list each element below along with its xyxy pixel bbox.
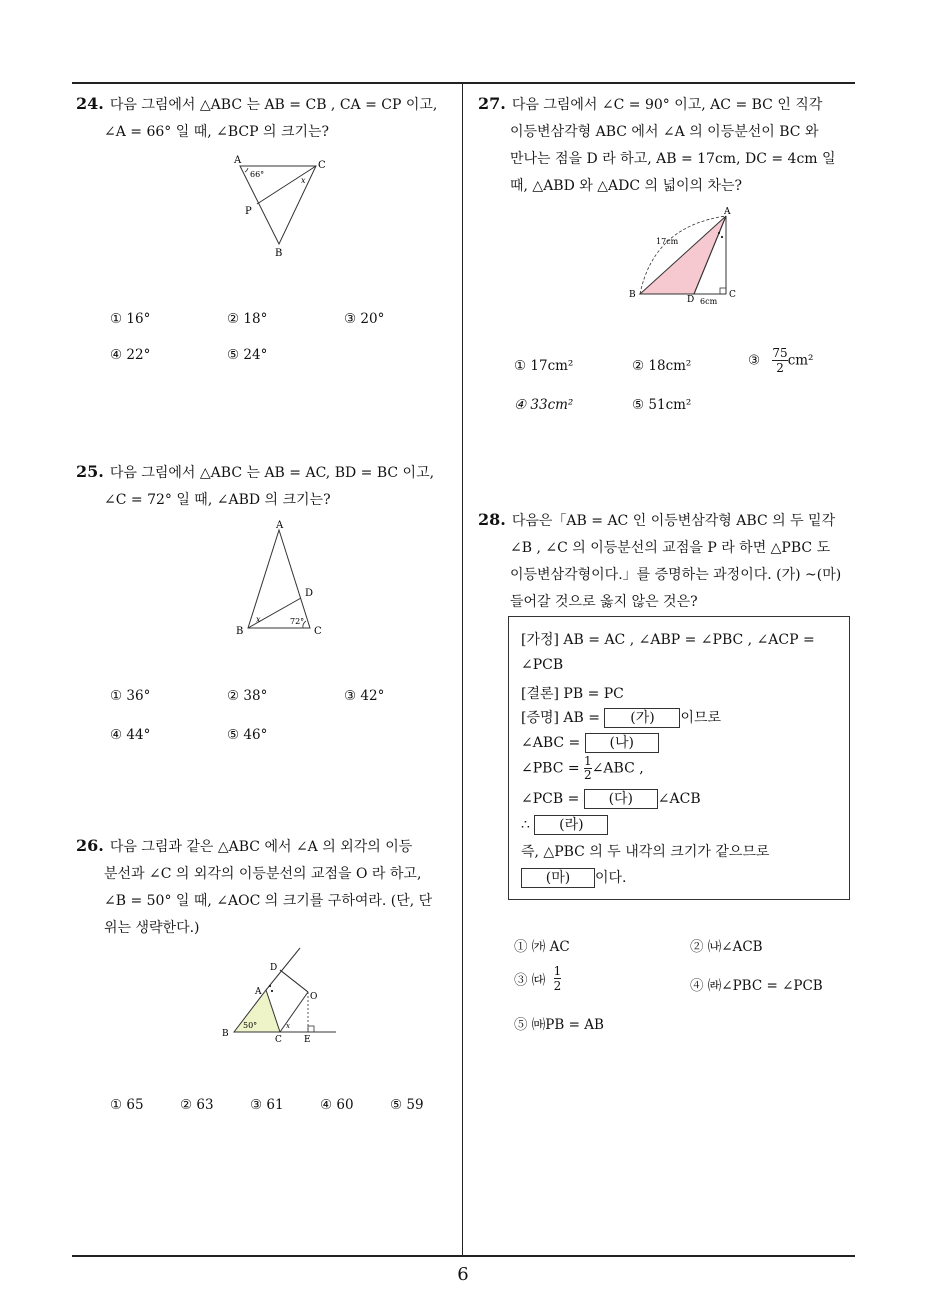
figure-q25 <box>230 518 330 640</box>
question-text: 다음 그림에서 △ABC 는 AB = AC, BD = BC 이고, <box>109 465 435 481</box>
option[interactable]: ② 18° <box>227 311 268 327</box>
proof-text: ∠ACB <box>657 791 701 807</box>
question-text: ∠C = 72° 일 때, ∠ABD 의 크기는? <box>104 492 331 508</box>
blank-ga: (가) <box>604 708 680 728</box>
option-2[interactable]: ② ㈏∠ACB <box>690 939 763 955</box>
len-dc-label: 6cm <box>700 297 718 306</box>
proof-box <box>508 616 850 900</box>
angle-label: 66° <box>250 170 265 179</box>
label-B: B <box>222 1029 229 1039</box>
label-C: C <box>318 160 326 171</box>
question-text: 이등변삼각형이다.」를 증명하는 과정이다. (가) ~(마) <box>510 567 842 583</box>
option[interactable]: ③ 20° <box>344 311 385 327</box>
option[interactable]: ④ 60 <box>320 1097 354 1113</box>
proof-text: ∠ABC = <box>521 735 581 751</box>
label-D: D <box>687 295 695 305</box>
proof-line: 즉, △PBC 의 두 내각의 크기가 같으므로 <box>521 844 770 860</box>
label-O: O <box>310 992 318 1002</box>
question-27 <box>478 90 862 200</box>
page-number: 6 <box>457 1264 469 1285</box>
x-label: x <box>301 176 306 185</box>
proof-text: ∠PBC = <box>521 760 580 777</box>
figure-q26 <box>220 944 342 1046</box>
option[interactable]: ③ 61 <box>250 1097 284 1113</box>
option[interactable]: ② 38° <box>227 688 268 704</box>
option-4[interactable]: ④ ㈑∠PBC = ∠PCB <box>690 978 823 994</box>
label-A: A <box>724 207 731 217</box>
option[interactable]: ② 63 <box>180 1097 214 1113</box>
proof-line <box>521 789 701 809</box>
proof-text: [증명] AB = <box>521 710 601 726</box>
label-D: D <box>305 588 314 599</box>
proof-line <box>521 755 644 782</box>
question-25 <box>76 458 456 514</box>
bottom-rule <box>72 1255 855 1257</box>
label-C: C <box>275 1035 282 1045</box>
label-B: B <box>275 248 283 259</box>
question-28 <box>478 506 862 616</box>
proof-text: ∠ABC , <box>591 760 644 777</box>
question-text: ∠A = 66° 일 때, ∠BCP 의 크기는? <box>104 124 330 140</box>
option-marker: ③ ㈐ <box>514 972 546 989</box>
blank-da: (다) <box>584 789 658 809</box>
question-text: 들어갈 것으로 옳지 않은 것은? <box>510 594 698 610</box>
question-text: 다음은「AB = AC 인 이등변삼각형 ABC 의 두 밑각 <box>511 513 836 529</box>
proof-text: 이다. <box>595 870 627 886</box>
question-text: 분선과 ∠C 의 외각의 이등분선의 교점을 O 라 하고, <box>104 866 422 882</box>
question-text: 만나는 점을 D 라 하고, AB = 17cm, DC = 4cm 일 <box>510 151 836 167</box>
label-C: C <box>729 290 736 300</box>
question-text: ∠B = 50° 일 때, ∠AOC 의 크기를 구하여라. (단, 단 <box>104 893 433 909</box>
question-text: 때, △ABD 와 △ADC 의 넓이의 차는? <box>510 178 743 194</box>
question-26 <box>76 832 460 942</box>
question-text: 이등변삼각형 ABC 에서 ∠A 의 이등분선이 BC 와 <box>510 124 819 140</box>
option[interactable]: ⑤ 59 <box>390 1097 424 1113</box>
label-P: P <box>245 206 252 217</box>
fraction-numerator: 1 <box>584 754 592 768</box>
option[interactable]: ③ 42° <box>344 688 385 704</box>
figure-q27 <box>624 204 744 310</box>
option[interactable]: ① 16° <box>110 311 151 327</box>
fraction-numerator: 75 <box>772 346 788 360</box>
label-D: D <box>270 963 278 973</box>
question-text: ∠B , ∠C 의 이등분선의 교점을 P 라 하면 △PBC 도 <box>510 540 831 556</box>
question-number: 28. <box>478 510 506 529</box>
proof-text: 이므로 <box>680 710 722 726</box>
label-C: C <box>314 626 322 637</box>
fraction-denominator: 2 <box>776 361 784 375</box>
option[interactable]: ① 65 <box>110 1097 144 1113</box>
option[interactable]: ④ 33cm² <box>514 397 574 413</box>
option[interactable]: ② 18cm² <box>632 358 692 374</box>
figure-q24 <box>228 152 338 260</box>
question-text: 위는 생략한다.) <box>104 920 200 936</box>
question-number: 26. <box>76 836 104 855</box>
option-marker: ③ <box>748 352 761 369</box>
blank-na: (나) <box>585 733 659 753</box>
proof-line <box>521 733 659 753</box>
proof-text: ∴ <box>521 817 530 833</box>
x-label: x <box>256 615 261 624</box>
blank-ra: (라) <box>534 815 608 835</box>
proof-line <box>521 867 627 888</box>
option-3[interactable] <box>514 964 561 993</box>
label-E: E <box>304 1035 311 1045</box>
label-B: B <box>629 290 636 300</box>
fraction-numerator: 1 <box>553 964 562 978</box>
x-label: x <box>286 1022 290 1030</box>
top-rule <box>72 82 855 84</box>
label-B: B <box>236 626 244 637</box>
question-text: 다음 그림에서 ∠C = 90° 이고, AC = BC 인 직각 <box>511 97 823 113</box>
question-number: 24. <box>76 94 104 113</box>
proof-line: [결론] PB = PC <box>521 686 624 702</box>
proof-line: ∠PCB <box>521 657 564 673</box>
label-A: A <box>255 987 262 997</box>
question-number: 27. <box>478 94 506 113</box>
option[interactable]: ⑤ 46° <box>227 727 268 743</box>
angle-label: 50° <box>243 1021 258 1030</box>
option[interactable]: ① 36° <box>110 688 151 704</box>
proof-line <box>521 815 608 835</box>
option-5[interactable]: ⑤ ㈒PB = AB <box>514 1017 604 1033</box>
option[interactable]: ④ 22° <box>110 347 151 363</box>
proof-line: [가정] AB = AC , ∠ABP = ∠PBC , ∠ACP = <box>521 632 815 648</box>
fraction-denominator: 2 <box>584 768 592 782</box>
angle-label: 72° <box>290 617 305 626</box>
question-number: 25. <box>76 462 104 481</box>
question-text: 다음 그림에서 △ABC 는 AB = CB , CA = CP 이고, <box>109 97 438 113</box>
option-unit: cm² <box>787 352 814 369</box>
option[interactable]: ⑤ 24° <box>227 347 268 363</box>
len-ab-label: 17cm <box>656 237 679 246</box>
label-A: A <box>234 155 242 166</box>
option[interactable]: ④ 44° <box>110 727 151 743</box>
option[interactable]: ⑤ 51cm² <box>632 397 692 413</box>
proof-text: ∠PCB = <box>521 791 580 807</box>
option-1[interactable]: ① ㈎ AC <box>514 939 570 955</box>
option-3[interactable] <box>748 346 813 375</box>
column-divider <box>462 82 463 1256</box>
proof-line <box>521 707 721 728</box>
label-A: A <box>276 520 284 531</box>
blank-ma: (마) <box>521 868 595 888</box>
question-text: 다음 그림과 같은 △ABC 에서 ∠A 의 외각의 이등 <box>109 839 413 855</box>
fraction-denominator: 2 <box>553 979 562 993</box>
question-24 <box>76 90 456 146</box>
option[interactable]: ① 17cm² <box>514 358 574 374</box>
